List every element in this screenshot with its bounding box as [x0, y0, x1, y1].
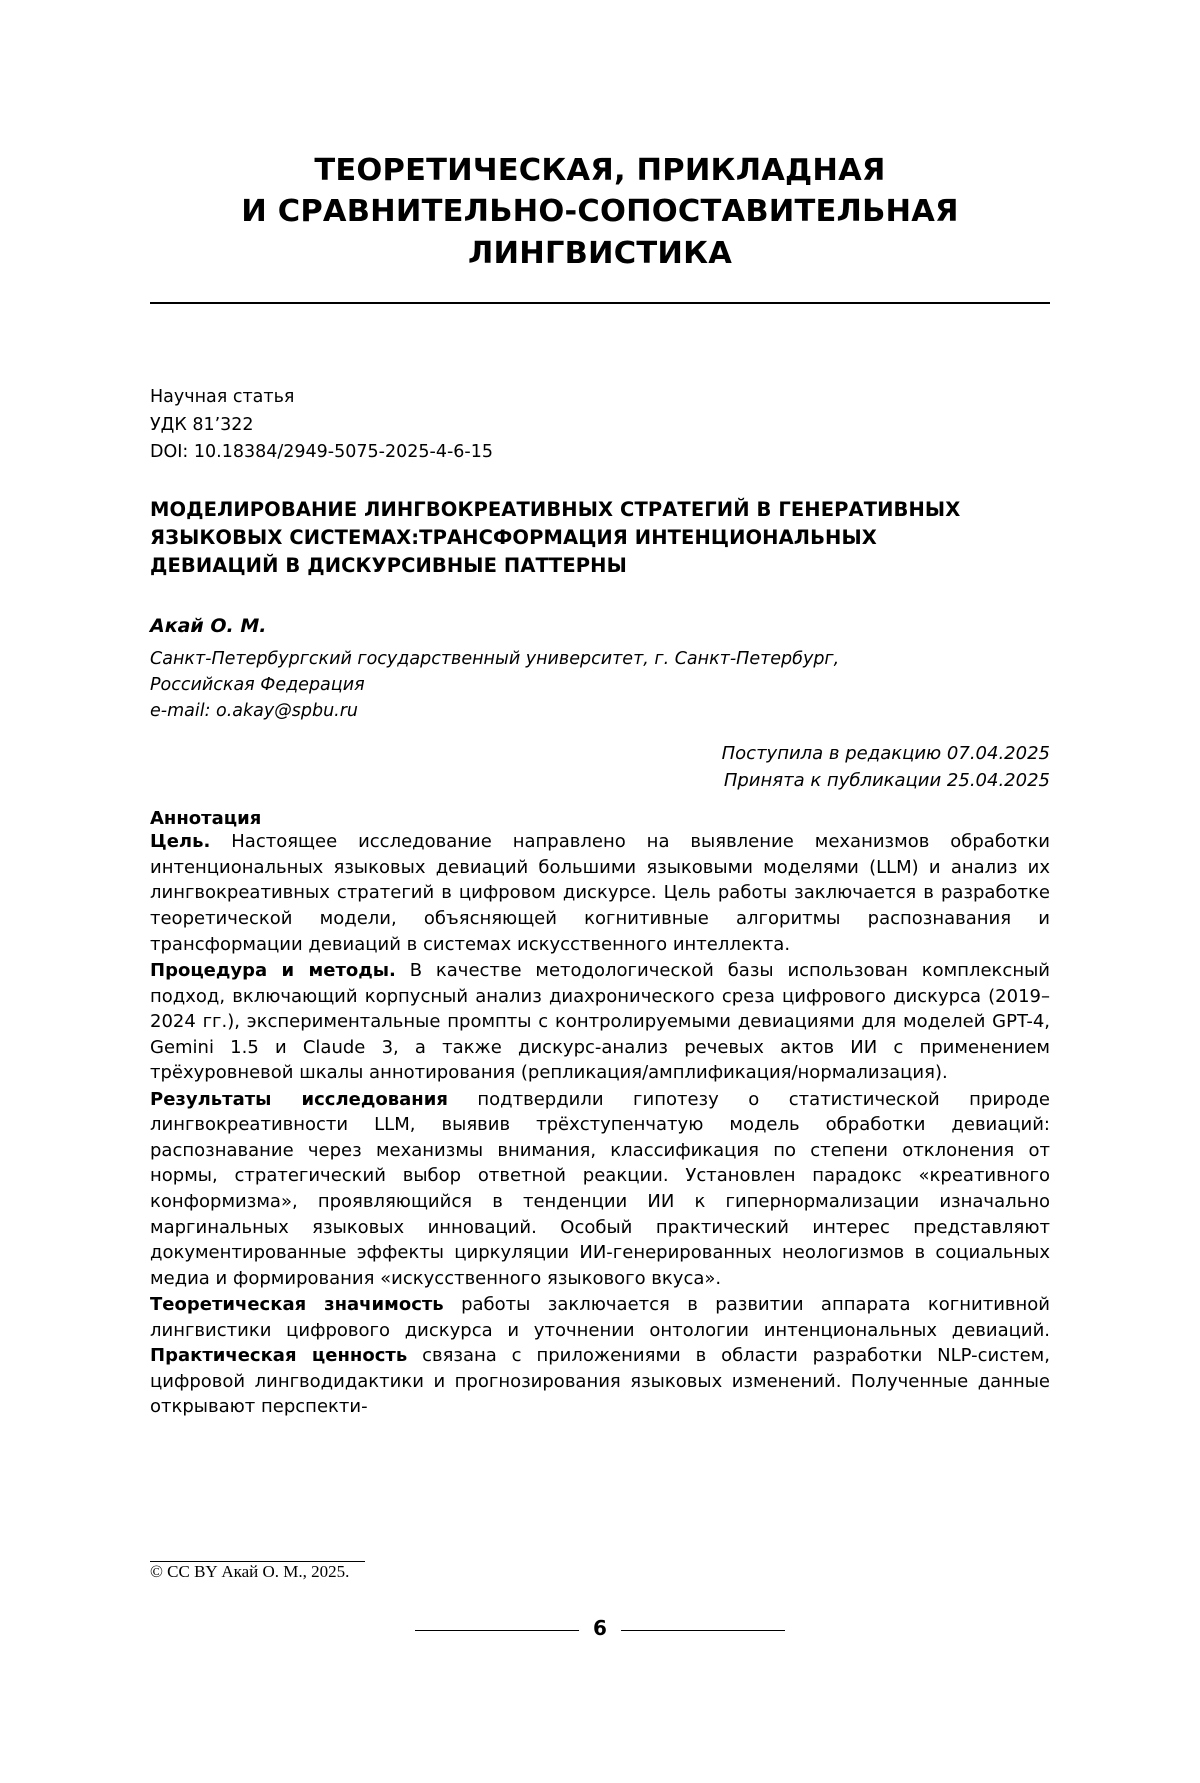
- article-title: [150, 496, 1050, 581]
- author-email[interactable]: e-mail: o.akay@spbu.ru: [150, 701, 359, 722]
- article-title-line-3: ДЕВИАЦИЙ В ДИСКУРСИВНЫЕ ПАТТЕРНЫ: [150, 554, 627, 578]
- author-name: Акай О. М.: [150, 614, 267, 637]
- doi: DOI: 10.18384/2949-5075-2025-4-6-15: [150, 441, 493, 462]
- section-heading-line-1: ТЕОРЕТИЧЕСКАЯ, ПРИКЛАДНАЯ: [314, 153, 886, 188]
- section-heading: [150, 150, 1050, 274]
- header-divider: [150, 302, 1050, 304]
- article-meta: [150, 384, 1050, 465]
- section-heading-line-2: И СРАВНИТЕЛЬНО-СОПОСТАВИТЕЛЬНАЯ: [241, 194, 959, 230]
- abstract-label-theoretical: Теоретическая значимость: [150, 1294, 444, 1316]
- abstract-text-theoretical: работы заключается в развитии аппарата когнитивной лингвистики цифрового дискурса и уточнении онтологии интенциональных девиаций.: [150, 1294, 1050, 1341]
- abstract-text-methods: В качестве методологической базы использован комплексный подход, включающий корпусный анализ диахронического среза цифрового дискурса (2019–2024 гг.), экспериментальные промпты с контролируемыми девиациями для моделей GPT-4, Gemini 1.5 и Claude 3, а также дискурс-анализ речевых актов ИИ с применением трёхуровневой шкалы аннотирования (репликация/амплификация/нормализация).: [150, 960, 1051, 1084]
- abstract-text-practical: связана с приложениями в области разработки NLP-систем, цифровой лингводидактики и прогнозирования языковых изменений. Полученные данные открывают перспекти-: [150, 1345, 1050, 1418]
- abstract-label-results: Результаты исследования: [150, 1088, 448, 1110]
- page-content: [150, 0, 1050, 1420]
- abstract-body: [150, 829, 1050, 1420]
- abstract-text-goal: Настоящее исследование направлено на выявление механизмов обработки интенциональных языковых девиаций большими языковыми моделями (LLM) и анализ их лингвокреативных стратегий в цифровом дискурсе. Цель работы заключается в разработке теоретической модели, объясняющей когнитивные алгоритмы распознавания и трансформации девиаций в системах искусственного интеллекта.: [150, 831, 1050, 955]
- abstract-paragraph-methods: [150, 958, 1050, 1086]
- submission-dates: [150, 740, 1050, 794]
- affiliation-line-1: Санкт-Петербургский государственный университет, г. Санкт-Петербург,: [150, 648, 840, 669]
- abstract-text-results: подтвердили гипотезу о статистической природе лингвокреативности LLM, выявив трёхступенчатую модель обработки девиаций: распознавание через механизмы внимания, классификация по степени отклонения от нормы, стратегический выбор ответной реакции. Установлен парадокс «креативного конформизма», проявляющийся в тенденции ИИ к гипернормализации изначально маргинальных языковых инноваций. Особый практический интерес представляют документированные эффекты циркуляции ИИ-генерированных неологизмов в социальных медиа и формирования «искусственного языкового вкуса».: [150, 1088, 1050, 1289]
- abstract-label-practical: Практическая ценность: [150, 1345, 408, 1367]
- udc-code: УДК 81’322: [150, 414, 254, 435]
- abstract-paragraph-results: [150, 1087, 1050, 1291]
- date-received: Поступила в редакцию 07.04.2025: [721, 743, 1050, 765]
- date-accepted: Принята к публикации 25.04.2025: [723, 770, 1050, 792]
- article-type: Научная статья: [150, 387, 295, 408]
- abstract-heading: Аннотация: [150, 808, 262, 830]
- article-title-line-2: ЯЗЫКОВЫХ СИСТЕМАХ:ТРАНСФОРМАЦИЯ ИНТЕНЦИОНАЛЬНЫХ: [150, 526, 877, 550]
- affiliation-line-2: Российская Федерация: [150, 674, 365, 695]
- section-heading-line-3: ЛИНГВИСТИКА: [467, 235, 733, 271]
- page-footer: [0, 1616, 1200, 1640]
- abstract-paragraph-goal: [150, 829, 1050, 957]
- copyright-notice: © CC BY Акай О. М., 2025.: [150, 1562, 350, 1581]
- abstract-label-goal: Цель.: [150, 831, 211, 853]
- page-number: 6: [579, 1616, 621, 1640]
- article-title-line-1: МОДЕЛИРОВАНИЕ ЛИНГВОКРЕАТИВНЫХ СТРАТЕГИЙ В ГЕНЕРАТИВНЫХ: [150, 497, 961, 521]
- abstract-paragraph-significance: [150, 1292, 1050, 1420]
- abstract-label-methods: Процедура и методы.: [150, 960, 396, 982]
- author-affiliation: [150, 646, 1050, 699]
